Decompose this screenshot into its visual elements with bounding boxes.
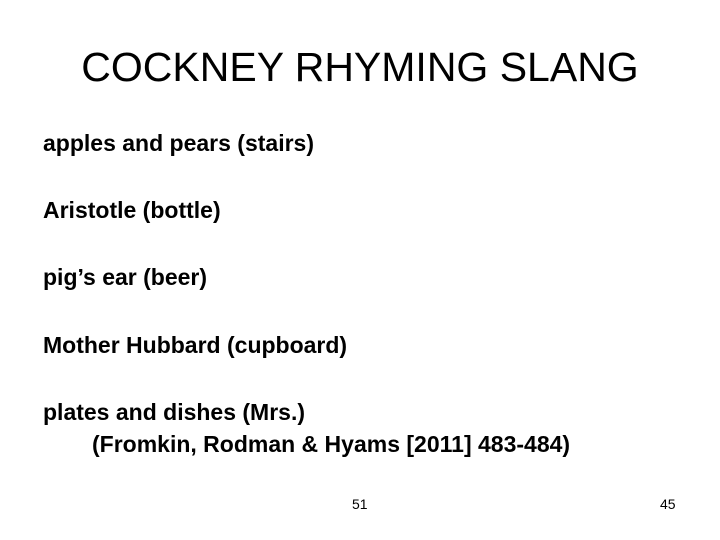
slang-item-pigs-ear: pig’s ear (beer) [43, 264, 208, 290]
slide-title: COCKNEY RHYMING SLANG [81, 44, 639, 90]
source-citation: (Fromkin, Rodman & Hyams [2011] 483-484) [92, 431, 571, 457]
page-number: 45 [660, 496, 676, 512]
slang-item-apples-and-pears: apples and pears (stairs) [43, 130, 314, 156]
footer-center-number: 51 [352, 496, 368, 512]
slang-item-mother-hubbard: Mother Hubbard (cupboard) [43, 332, 348, 358]
slang-item-aristotle: Aristotle (bottle) [43, 197, 221, 223]
slang-item-plates-and-dishes: plates and dishes (Mrs.) [43, 399, 306, 425]
